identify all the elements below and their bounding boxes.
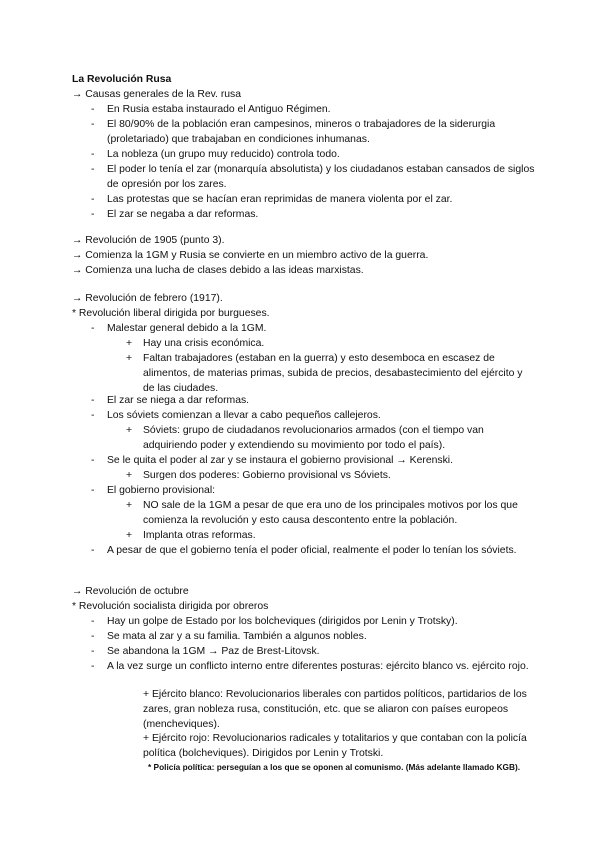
- sub-list-item: Surgen dos poderes: Gobierno provisional vs Sóviets.: [143, 470, 391, 481]
- dash-bullet: -: [91, 119, 95, 130]
- list-item: Se abandona la 1GM → Paz de Brest-Litovsk.: [107, 646, 320, 657]
- sub-list-item: Faltan trabajadores (estaban en la guerra) y esto desemboca en escasez de alimentos, de materias primas, subida de precios, desabastecimiento del ejército y de las ciudades.: [143, 353, 523, 394]
- section-subheading: * Revolución socialista dirigida por obreros: [72, 601, 269, 612]
- dash-bullet: -: [91, 661, 95, 672]
- plus-bullet: +: [126, 338, 133, 349]
- plus-bullet: +: [126, 425, 133, 436]
- dash-bullet: -: [91, 545, 95, 556]
- section-heading-causas: → Causas generales de la Rev. rusa: [72, 89, 242, 100]
- list-item: El zar se niega a dar reformas.: [107, 395, 250, 406]
- sub-list-item: Hay una crisis económica.: [143, 338, 265, 349]
- list-item: A pesar de que el gobierno tenía el poder oficial, realmente el poder lo tenían los sóviets.: [107, 545, 517, 556]
- list-item: El 80/90% de la población eran campesinos, mineros o trabajadores de la siderurgia (proletariado) que trabajaban en condiciones inhumanas.: [107, 119, 496, 145]
- plus-bullet: +: [126, 470, 133, 481]
- list-item: Hay un golpe de Estado por los bolcheviques (dirigidos por Lenin y Trotsky).: [107, 616, 458, 627]
- section-subheading: * Revolución liberal dirigida por burgueses.: [72, 308, 270, 319]
- section-heading-febrero: → Revolución de febrero (1917).: [72, 293, 223, 304]
- dash-bullet: -: [91, 646, 95, 657]
- list-item: La nobleza (un grupo muy reducido) controla todo.: [107, 149, 340, 160]
- arrow-line: → Comienza la 1GM y Rusia se convierte en un miembro activo de la guerra.: [72, 250, 429, 261]
- dash-bullet: -: [91, 164, 95, 175]
- dash-bullet: -: [91, 616, 95, 627]
- list-item: Las protestas que se hacían eran reprimidas de manera violenta por el zar.: [107, 194, 453, 205]
- plus-bullet: +: [126, 500, 133, 511]
- list-item: Los sóviets comienzan a llevar a cabo pequeños callejeros.: [107, 410, 381, 421]
- list-item: El gobierno provisional:: [107, 485, 216, 496]
- plus-bullet: +: [126, 530, 133, 541]
- list-item: A la vez surge un conflicto interno entre diferentes posturas: ejército blanco vs. ejército rojo.: [107, 661, 529, 672]
- page-title: La Revolución Rusa: [72, 74, 172, 85]
- ejercito-rojo-item: + Ejército rojo: Revolucionarios radicales y totalitarios y que contaban con la policía política (bolcheviques). Dirigidos por Lenin y Trotski.: [143, 733, 527, 759]
- sub-list-item: Sóviets: grupo de ciudadanos revolucionarios armados (con el tiempo van adquiriendo poder y extendiendo su movimiento por todo el país).: [143, 425, 484, 451]
- dash-bullet: -: [91, 485, 95, 496]
- section-heading-octubre: → Revolución de octubre: [72, 586, 189, 597]
- dash-bullet: -: [91, 104, 95, 115]
- dash-bullet: -: [91, 323, 95, 334]
- arrow-line: → Comienza una lucha de clases debido a las ideas marxistas.: [72, 265, 364, 276]
- list-item: El poder lo tenía el zar (monarquía absolutista) y los ciudadanos estaban cansados de siglos de opresión por los zares.: [107, 164, 535, 190]
- dash-bullet: -: [91, 410, 95, 421]
- dash-bullet: -: [91, 395, 95, 406]
- list-item: Se le quita el poder al zar y se instaura el gobierno provisional → Kerenski.: [107, 455, 453, 466]
- dash-bullet: -: [91, 194, 95, 205]
- dash-bullet: -: [91, 631, 95, 642]
- dash-bullet: -: [91, 149, 95, 160]
- sub-list-item: Implanta otras reformas.: [143, 530, 256, 541]
- list-item: El zar se negaba a dar reformas.: [107, 209, 259, 220]
- list-item: En Rusia estaba instaurado el Antiguo Régimen.: [107, 104, 331, 115]
- dash-bullet: -: [91, 209, 95, 220]
- list-item: Se mata al zar y a su familia. También a algunos nobles.: [107, 631, 367, 642]
- dash-bullet: -: [91, 455, 95, 466]
- list-item: Malestar general debido a la 1GM.: [107, 323, 267, 334]
- plus-bullet: +: [126, 353, 133, 364]
- ejercito-blanco-item: + Ejército blanco: Revolucionarios liberales con partidos políticos, partidarios de los zares, gran nobleza rusa, constitución, etc. que se aliaron con países europeos (mencheviques).: [143, 689, 527, 730]
- sub-list-item: NO sale de la 1GM a pesar de que era uno de los principales motivos por los que comienza la revolución y esto causa descontento entre la población.: [143, 500, 518, 526]
- arrow-line: → Revolución de 1905 (punto 3).: [72, 235, 225, 246]
- footnote: * Policía política: perseguían a los que se oponen al comunismo. (Más adelante llamado KGB).: [148, 762, 521, 772]
